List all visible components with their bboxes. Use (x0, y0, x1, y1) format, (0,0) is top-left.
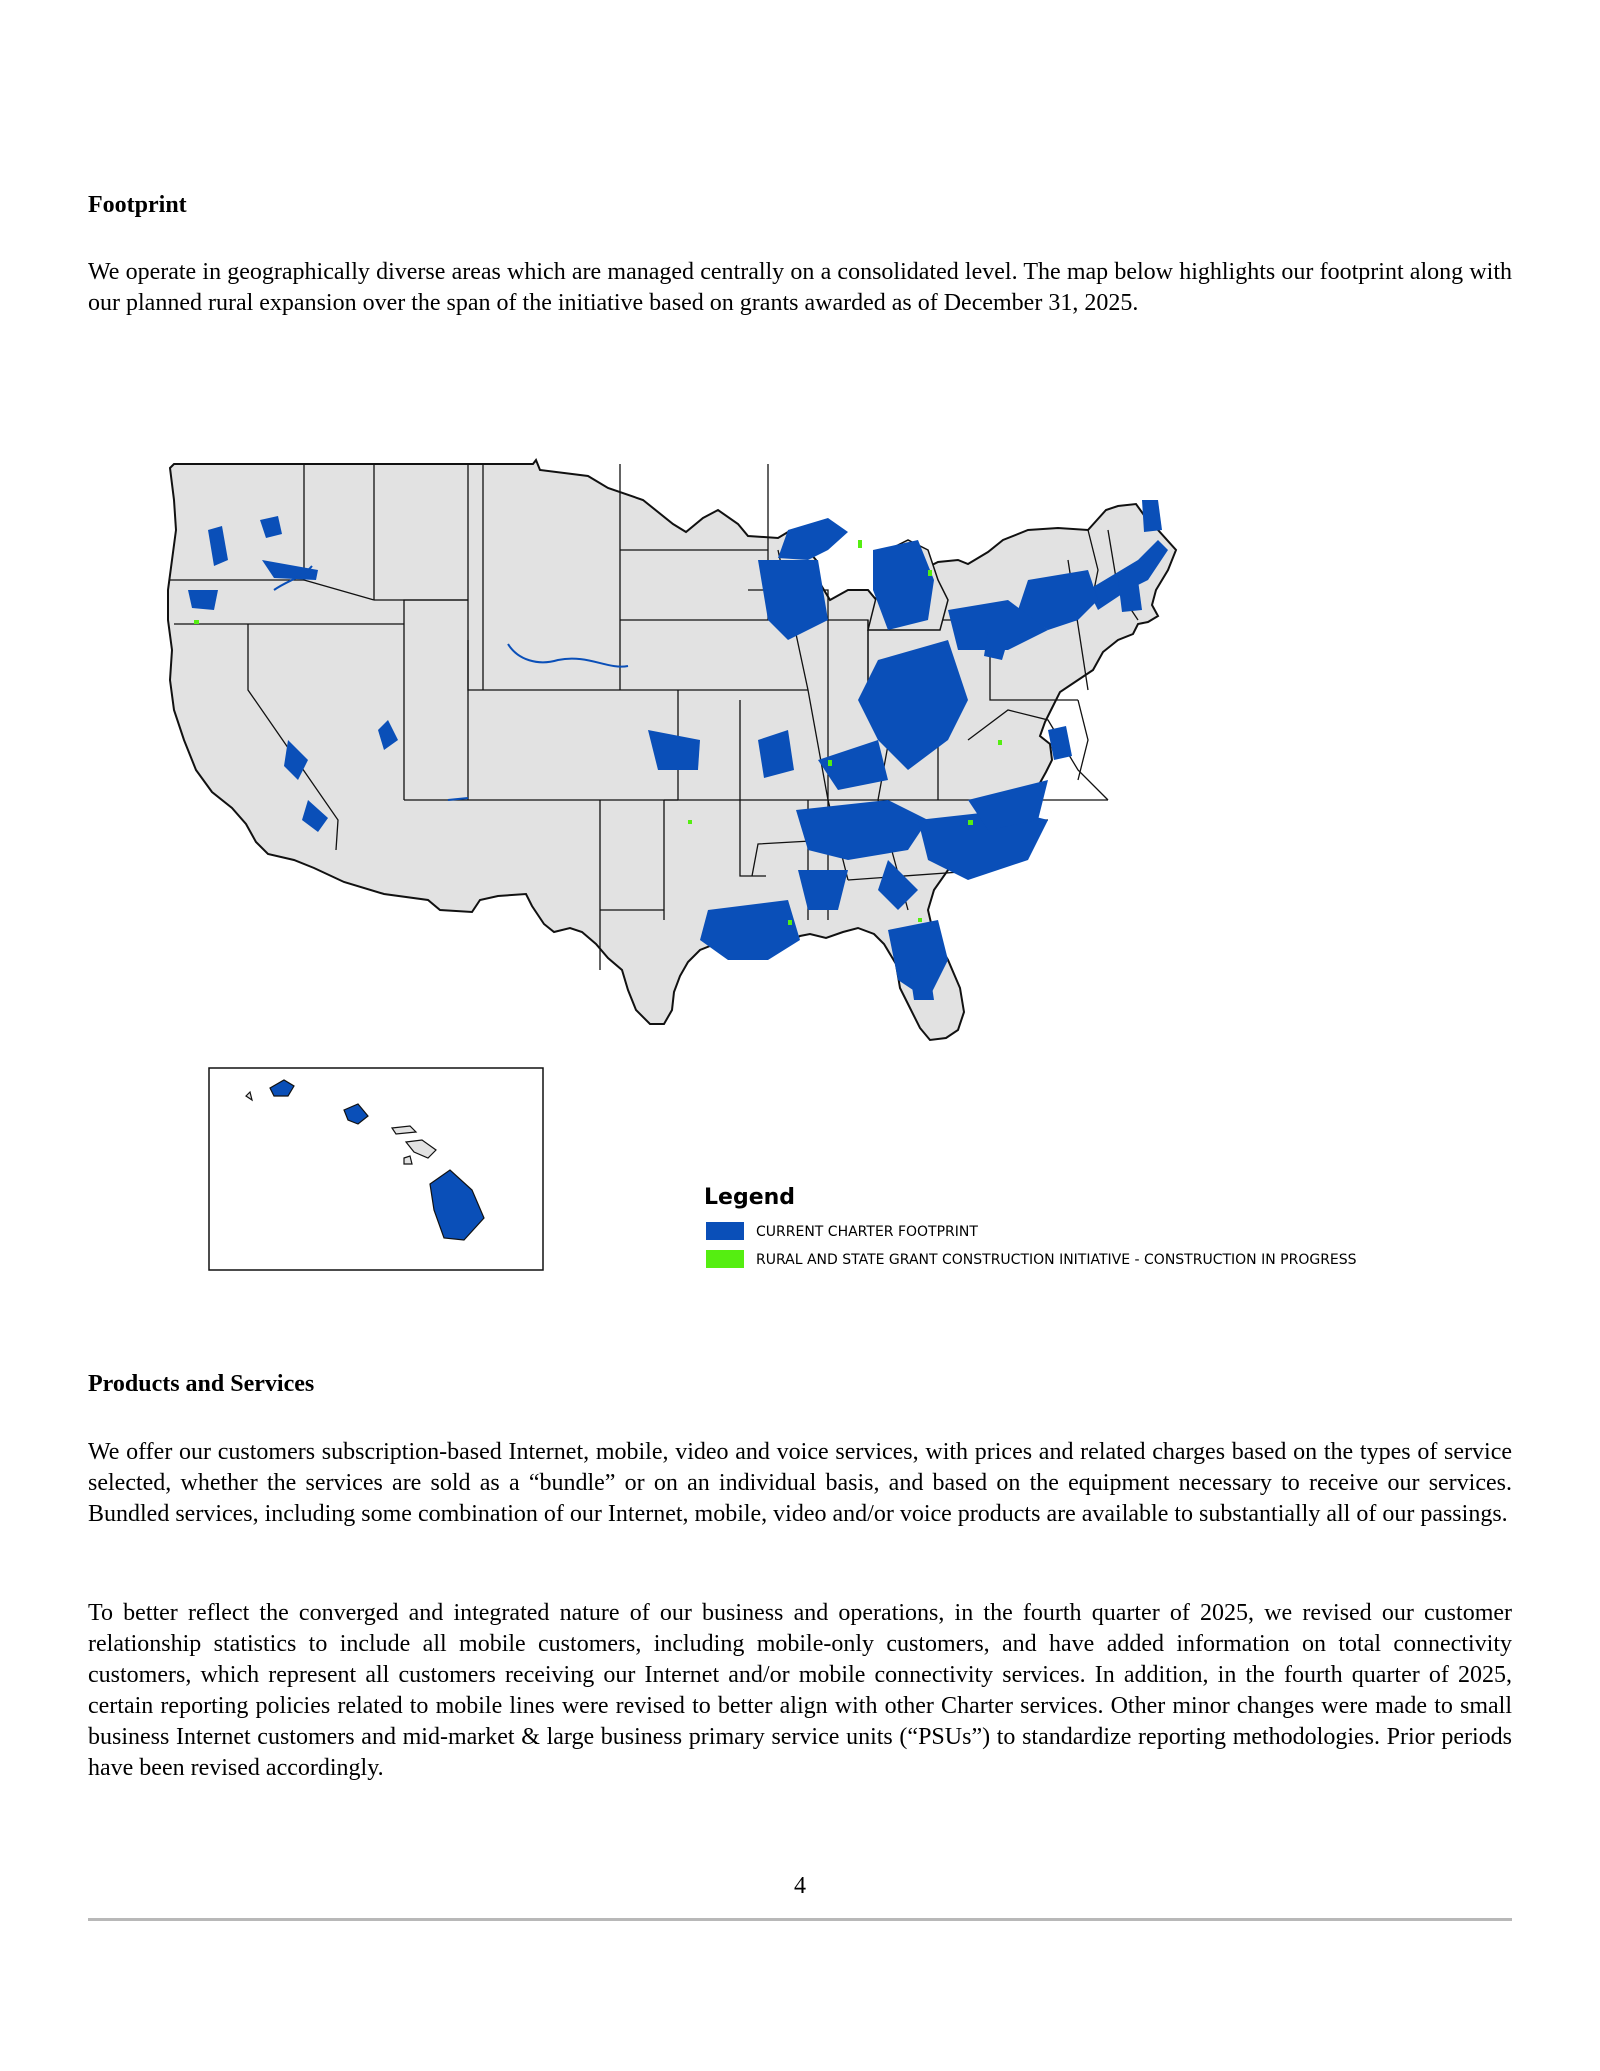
footprint-paragraph: We operate in geographically diverse areas which are managed centrally on a consolidated level. The map below highlights our footprint along with our planned rural expansion over the span of the initiative based on grants awarded as of December 31, 2025. (88, 259, 1512, 316)
map-legend (704, 1185, 1357, 1268)
legend-swatch-footprint (706, 1222, 744, 1240)
legend-title: Legend (704, 1185, 796, 1210)
legend-label-footprint: CURRENT CHARTER FOOTPRINT (756, 1224, 978, 1240)
us-map-svg (88, 440, 1512, 1280)
hawaii-inset-frame (209, 1068, 543, 1270)
footprint-heading: Footprint (88, 192, 187, 218)
products-paragraph-1: We offer our customers subscription-based Internet, mobile, video and voice services, with prices and related charges based on the types of service selected, whether the services are sold as a “bundle” or on an individual basis, and based on the equipment necessary to receive our services. Bundled services, including some combination of our Internet, mobile, video and/or voice products are available to substantially all of our passings. (88, 1439, 1512, 1527)
products-heading: Products and Services (88, 1371, 315, 1397)
footer-divider (88, 1918, 1512, 1921)
page-number: 4 (794, 1873, 806, 1899)
products-paragraph-2: To better reflect the converged and integrated nature of our business and operations, in the fourth quarter of 2025, we revised our customer relationship statistics to include all mobile customers, including mobile-only customers, and have added information on total connectivity customers, which represent all customers receiving our Internet and/or mobile connectivity services. In addition, in the fourth quarter of 2025, certain reporting policies related to mobile lines were revised to better align with other Charter services. Other minor changes were made to small business Internet customers and mid-market & large business primary service units (“PSUs”) to standardize reporting methodologies. Prior periods have been revised accordingly. (88, 1600, 1512, 1781)
legend-label-grant: RURAL AND STATE GRANT CONSTRUCTION INITIATIVE - CONSTRUCTION IN PROGRESS (756, 1252, 1357, 1268)
footprint-map (88, 440, 1512, 1280)
legend-swatch-grant (706, 1250, 744, 1268)
